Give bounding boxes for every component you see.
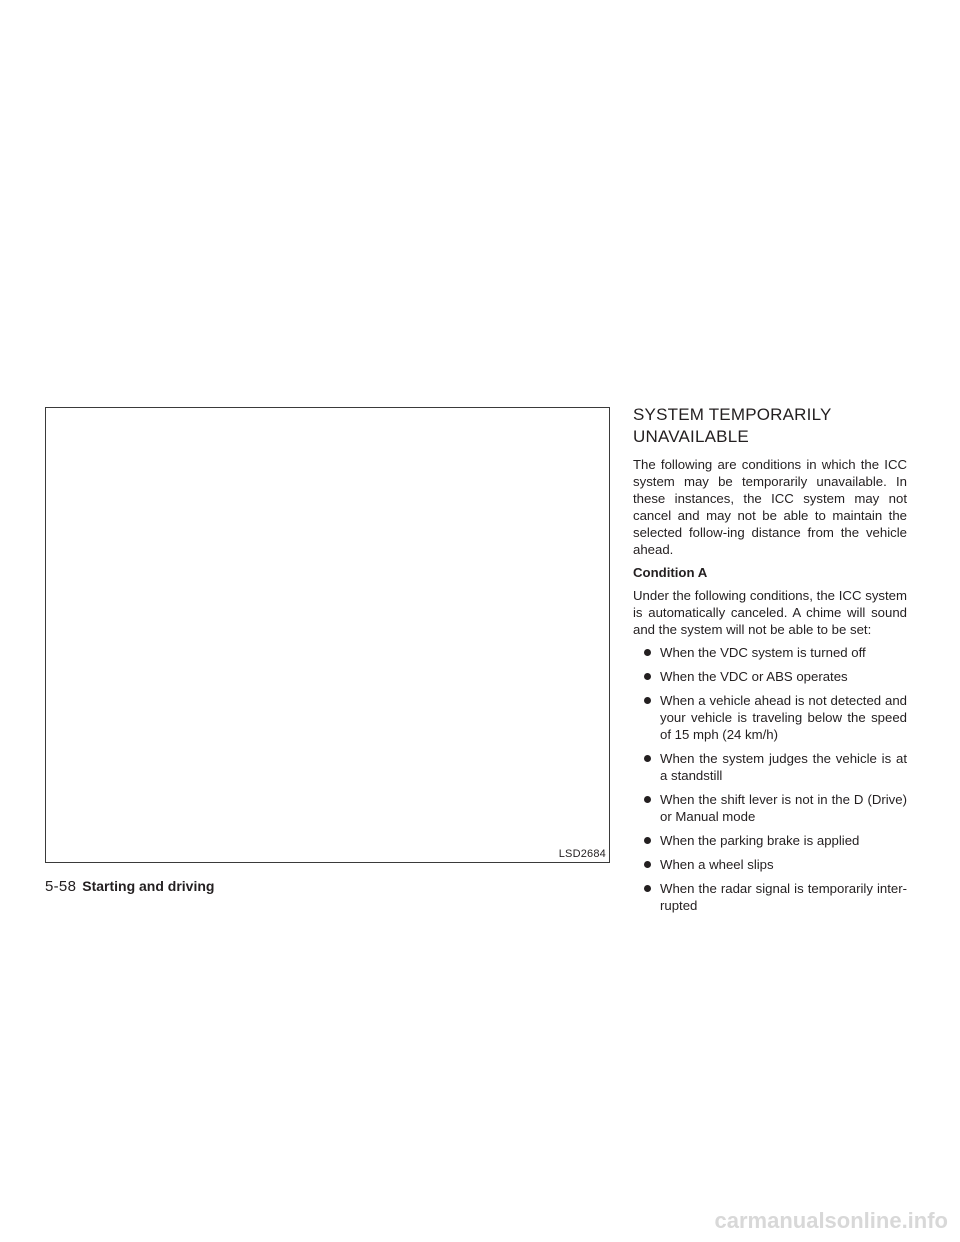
chapter-name: Starting and driving: [82, 878, 215, 894]
list-item: [633, 644, 907, 661]
list-item-text: When the VDC or ABS operates: [660, 669, 848, 684]
bullet-icon: [644, 885, 651, 892]
page-number: 5-58: [45, 878, 77, 895]
bullet-icon: [644, 697, 651, 704]
list-item: [633, 880, 907, 914]
list-item: [633, 668, 907, 685]
section-title: [633, 404, 907, 448]
intro-paragraph: The following are conditions in which the ICC system may be temporarily unavailable. In these instances, the ICC system may not cancel and may not be able to maintain the selected follow-ing distance from the vehicle ahead.: [633, 457, 907, 557]
bullet-icon: [644, 649, 651, 656]
bullet-icon: [644, 796, 651, 803]
bullet-icon: [644, 837, 651, 844]
condition-list: [633, 644, 907, 914]
list-item: [633, 791, 907, 825]
condition-subheading: Condition A: [633, 565, 708, 580]
list-item-text: When the radar signal is temporarily inter-rupted: [660, 881, 907, 913]
list-item-text: When the parking brake is applied: [660, 833, 860, 848]
list-item: [633, 750, 907, 784]
page-footer: [45, 876, 214, 897]
list-item: [633, 692, 907, 743]
list-item: [633, 832, 907, 849]
list-item: [633, 856, 907, 873]
list-item-text: When the shift lever is not in the D (Drive) or Manual mode: [660, 792, 907, 824]
list-item-text: When the system judges the vehicle is at a standstill: [660, 751, 907, 783]
figure-placeholder: [45, 407, 610, 863]
bullet-icon: [644, 755, 651, 762]
section-title-line2: UNAVAILABLE: [633, 427, 749, 446]
text-column: [633, 404, 907, 921]
figure-code: LSD2684: [558, 848, 606, 860]
bullet-icon: [644, 673, 651, 680]
list-item-text: When the VDC system is turned off: [660, 645, 866, 660]
condition-paragraph: Under the following conditions, the ICC system is automatically canceled. A chime will sound and the system will not be able to be set:: [633, 588, 907, 637]
bullet-icon: [644, 861, 651, 868]
watermark: carmanualsonline.info: [714, 1208, 948, 1233]
section-title-line1: SYSTEM TEMPORARILY: [633, 405, 832, 424]
list-item-text: When a wheel slips: [660, 857, 774, 872]
list-item-text: When a vehicle ahead is not detected and your vehicle is traveling below the speed of 15 mph (24 km/h): [660, 693, 907, 742]
